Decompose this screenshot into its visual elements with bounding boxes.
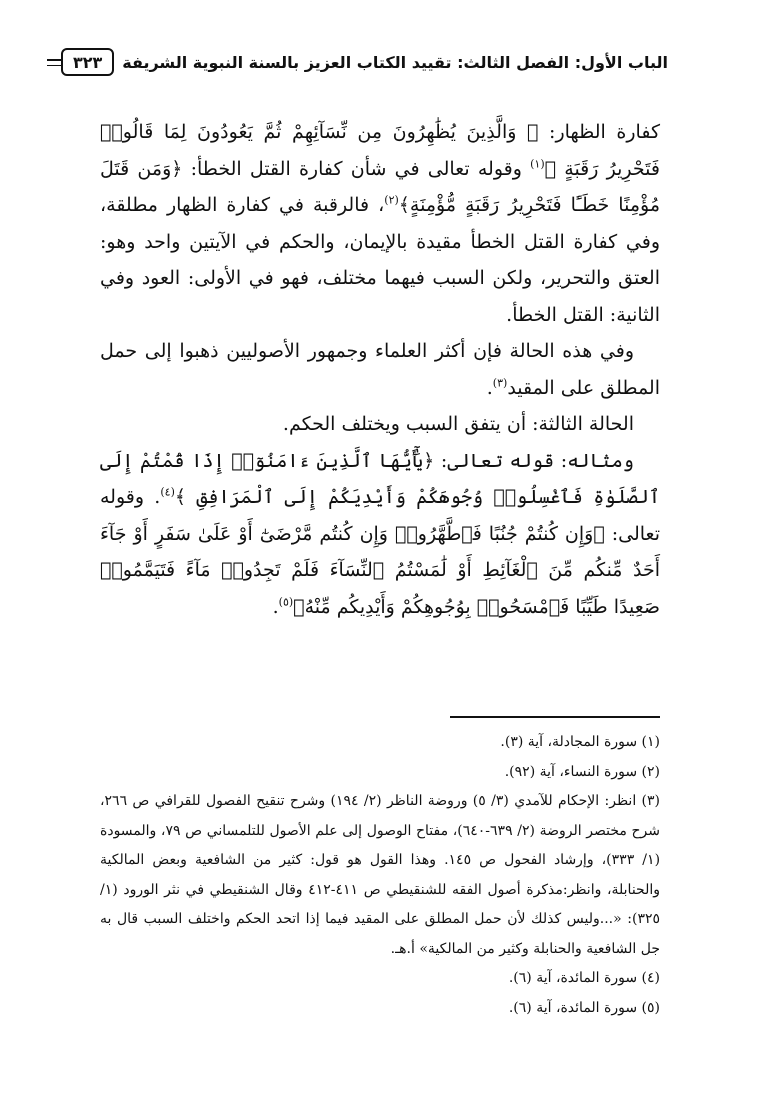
paragraph-1-text: كفارة الظهار: ﴿ وَالَّذِينَ يُظَٰهِرُونَ مِن نِّسَآئِهِمْ ثُمَّ يَعُودُونَ لِمَا قَالُوا۟ فَتَحْرِيرُ رَقَبَةٍ ﴾ [100,121,660,180]
paragraph-4-continued: . وقوله تعالى: ﴿وَإِن كُنتُمْ جُنُبًا فَٱطَّهَّرُوا۟ وَإِن كُنتُم مَّرْضَىٰٓ أَوْ عَلَىٰ سَفَرٍ أَوْ جَآءَ أَحَدٌ مِّنكُم مِّنَ ٱلْغَآئِطِ أَوْ لَٰمَسْتُمُ ٱلنِّسَآءَ فَلَمْ تَجِدُوا۟ مَآءً فَتَيَمَّمُوا۟ صَعِيدًا طَيِّبًا فَٱمْسَحُوا۟ بِوُجُوهِكُمْ وَأَيْدِيكُم مِّنْهُ﴾ [100,486,660,618]
paragraph-1 [100,114,660,333]
chapter-title: الباب الأول: الفصل الثالث: تقييد الكتاب العزيز بالسنة النبوية الشريفة [122,52,668,72]
footnote-ref-2: (٢) [384,193,399,207]
paragraph-4 [100,443,660,626]
paragraph-4-end: . [272,595,279,618]
paragraph-1-continued: وقوله تعالى في شأن كفارة القتل الخطأ: ﴿وَمَن قَتَلَ مُؤْمِنًا خَطَـًٔا فَتَحْرِيرُ رَقَبَةٍ مُّؤْمِنَةٍ﴾ [100,157,660,216]
main-text [100,114,660,625]
footnote-separator [450,716,660,718]
footnote-1: (١) سورة المجادلة، آية (٣). [500,734,660,750]
footnote-2: (٢) سورة النساء، آية (٩٢). [504,763,660,780]
header-tail-line [47,59,61,66]
paragraph-2-text: وفي هذه الحالة فإن أكثر العلماء وجمهور الأصوليين ذهبوا إلى حمل المطلق على المقيد [100,340,660,399]
footnote-ref-3: (٣) [492,376,508,390]
paragraph-3: الحالة الثالثة: أن يتفق السبب ويختلف الحكم. [282,413,634,435]
footnotes [100,728,660,1023]
paragraph-4-text: ومثاله: قوله تعالى: ﴿يَٰٓأَيُّهَا ٱلَّذِينَ ءَامَنُوٓا۟ إِذَا قُمْتُمْ إِلَى ٱلصَّلَوٰةِ فَٱغْسِلُوا۟ وُجُوهَكُمْ وَأَيْدِيَكُمْ إِلَى ٱلْمَرَافِقِ ﴾ [100,449,660,508]
page-number: ٣٢٣ [61,48,114,76]
footnote-ref-4: (٤) [160,485,175,499]
footnote-4: (٤) سورة المائدة، آية (٦). [508,970,660,986]
footnote-ref-1: (١) [530,157,545,171]
paragraph-2 [100,333,660,406]
paragraph-1-end: ، فالرقبة في كفارة الظهار مطلقة، وفي كفارة القتل الخطأ مقيدة بالإيمان، والحكم في الآيتين واحد وهو: العتق والتحرير، ولكن السبب فيهما مختلف، فهو في الأولى: العود وفي الثانية: القتل الخطأ. [100,194,660,326]
footnote-ref-5: (٥) [278,595,294,609]
footnote-5: (٥) سورة المائدة، آية (٦). [508,999,660,1016]
footnote-3: (٣) انظر: الإحكام للآمدي (٣/ ٥) وروضة الناظر (٢/ ١٩٤) وشرح تنقيح الفصول للقرافي ص ٢٦٦، شرح مختصر الروضة (٢/ ٦٣٩-٦٤٠)، مفتاح الوصول إلى علم الأصول للتلمساني ص ٧٩، والمسودة (١/ ٣٣٣)، وإرشاد الفحول ص ١٤٥. وهذا القول هو قول: كثير من الشافعية وبعض المالكية والحنابلة، وانظر:مذكرة أصول الفقه للشنقيطي ص ٤١١-٤١٢ وقال الشنقيطي في نثر الورود (١/ ٣٢٥): «...وليس كذلك لأن حمل المطلق على المقيد فيما إذا اتحد الحكم واختلف السبب قال به جل الشافعية والحنابلة وكثير من المالكية» أ.هـ. [100,793,661,957]
paragraph-2-end: . [486,376,493,399]
header-rule [47,48,114,76]
running-header [72,44,668,80]
